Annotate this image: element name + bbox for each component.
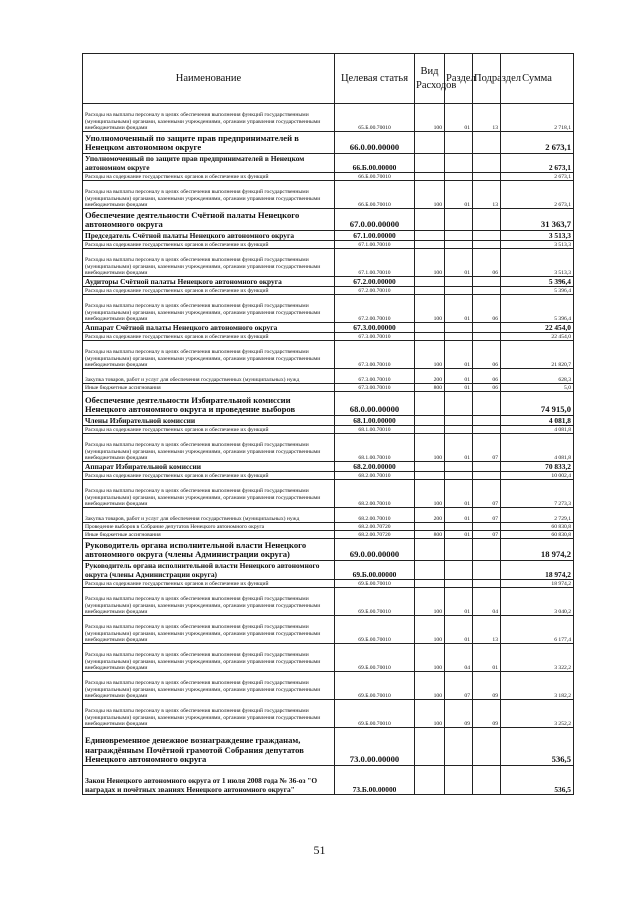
cell-name: Расходы на выплаты персоналу в целях обеспечения выполнения функций государственными (муниципальными) органами, казенными учреждениями, органами управления государственными внебюджетными фондами <box>83 181 335 209</box>
cell-article: 68.1.00.70010 <box>335 434 415 462</box>
cell-name: Расходы на выплаты персоналу в целях обеспечения выполнения функций государственными (муниципальными) органами, казенными учреждениями, органами управления государственными внебюджетными фондами <box>83 341 335 369</box>
cell-sum: 10 002,4 <box>501 472 574 480</box>
cell-section <box>445 333 473 341</box>
header-sum: Сумма <box>501 54 574 104</box>
cell-type <box>415 523 445 531</box>
cell-section: 01 <box>445 531 473 539</box>
cell-subsection: 13 <box>473 616 501 644</box>
cell-sum: 2 673,1 <box>501 132 574 154</box>
cell-section <box>445 209 473 231</box>
table-row <box>83 323 574 333</box>
cell-sum: 3 513,3 <box>501 231 574 241</box>
table-row <box>83 728 574 766</box>
cell-sum: 3 513,3 <box>501 249 574 277</box>
cell-section <box>445 539 473 561</box>
cell-sum: 628,3 <box>501 369 574 384</box>
cell-section <box>445 132 473 154</box>
cell-section <box>445 173 473 181</box>
cell-subsection <box>473 561 501 580</box>
cell-name: Иные бюджетные ассигнования <box>83 384 335 392</box>
cell-sum: 5 396,4 <box>501 295 574 323</box>
cell-article: 69.Б.00.70010 <box>335 700 415 728</box>
page-number: 51 <box>313 843 326 857</box>
cell-sum: 22 454,0 <box>501 323 574 333</box>
table-row <box>83 644 574 672</box>
cell-type: 100 <box>415 295 445 323</box>
cell-subsection <box>473 472 501 480</box>
cell-sum: 3 182,2 <box>501 672 574 700</box>
cell-subsection <box>473 392 501 416</box>
cell-sum: 2 673,1 <box>501 173 574 181</box>
cell-subsection: 07 <box>473 531 501 539</box>
table-row <box>83 231 574 241</box>
cell-name: Уполномоченный по защите прав предпринимателей в Ненецком автономном округе <box>83 154 335 173</box>
cell-type <box>415 392 445 416</box>
cell-type <box>415 580 445 588</box>
cell-sum: 18 974,2 <box>501 580 574 588</box>
cell-type <box>415 132 445 154</box>
table-row <box>83 369 574 384</box>
cell-sum: 3 252,2 <box>501 700 574 728</box>
cell-type: 200 <box>415 369 445 384</box>
cell-name: Закупка товаров, работ и услуг для обеспечения государственных (муниципальных) нужд <box>83 369 335 384</box>
cell-name: Председатель Счётной палаты Ненецкого автономного округа <box>83 231 335 241</box>
table-row <box>83 508 574 523</box>
header-name: Наименование <box>83 54 335 104</box>
table-row <box>83 384 574 392</box>
cell-section: 01 <box>445 434 473 462</box>
table-row <box>83 277 574 287</box>
cell-name: Руководитель органа исполнительной власти Ненецкого автономного округа (члены Администрации округа) <box>83 561 335 580</box>
cell-sum: 536,5 <box>501 766 574 795</box>
cell-section <box>445 392 473 416</box>
cell-section: 01 <box>445 249 473 277</box>
table-row <box>83 241 574 249</box>
cell-type <box>415 323 445 333</box>
cell-name: Аудиторы Счётной палаты Ненецкого автономного округа <box>83 277 335 287</box>
cell-type <box>415 539 445 561</box>
cell-type: 100 <box>415 341 445 369</box>
table-row <box>83 173 574 181</box>
cell-section: 01 <box>445 181 473 209</box>
cell-name: Единовременное денежное вознаграждение гражданам, награждённым Почётной грамотой Собрания депутатов Ненецкого автономного округа <box>83 728 335 766</box>
table-row <box>83 181 574 209</box>
cell-type: 100 <box>415 480 445 508</box>
cell-type <box>415 241 445 249</box>
cell-type: 100 <box>415 616 445 644</box>
cell-subsection <box>473 231 501 241</box>
table-row <box>83 249 574 277</box>
table-row <box>83 392 574 416</box>
cell-sum: 18 974,2 <box>501 561 574 580</box>
cell-name: Расходы на выплаты персоналу в целях обеспечения выполнения функций государственными (муниципальными) органами, казенными учреждениями, органами управления государственными внебюджетными фондами <box>83 480 335 508</box>
cell-subsection: 09 <box>473 672 501 700</box>
cell-subsection <box>473 462 501 472</box>
table-row <box>83 209 574 231</box>
header-subsection: Подраздел <box>473 54 501 104</box>
cell-subsection <box>473 173 501 181</box>
cell-section: 01 <box>445 341 473 369</box>
cell-section <box>445 426 473 434</box>
header-article: Целевая статья <box>335 54 415 104</box>
cell-article: 69.Б.00.00000 <box>335 561 415 580</box>
cell-subsection <box>473 728 501 766</box>
cell-subsection: 07 <box>473 480 501 508</box>
table-row <box>83 154 574 173</box>
cell-subsection <box>473 323 501 333</box>
cell-article: 65.Б.00.70010 <box>335 104 415 132</box>
cell-type: 800 <box>415 531 445 539</box>
cell-article: 69.Б.00.70010 <box>335 644 415 672</box>
cell-section <box>445 323 473 333</box>
cell-article: 66.Б.00.70010 <box>335 181 415 209</box>
cell-article: 67.1.00.70010 <box>335 241 415 249</box>
cell-sum: 18 974,2 <box>501 539 574 561</box>
table-row <box>83 531 574 539</box>
cell-name: Расходы на выплаты персоналу в целях обеспечения выполнения функций государственными (муниципальными) органами, казенными учреждениями, органами управления государственными внебюджетными фондами <box>83 104 335 132</box>
table-body <box>83 104 574 795</box>
table-row <box>83 426 574 434</box>
cell-article: 68.0.00.00000 <box>335 392 415 416</box>
table-row <box>83 523 574 531</box>
cell-article: 73.0.00.00000 <box>335 728 415 766</box>
table-row <box>83 700 574 728</box>
cell-name: Обеспечение деятельности Счётной палаты Ненецкого автономного округа <box>83 209 335 231</box>
cell-article: 67.2.00.70010 <box>335 295 415 323</box>
cell-name: Расходы на содержание государственных органов и обеспечение их функций <box>83 333 335 341</box>
cell-section: 01 <box>445 104 473 132</box>
cell-section <box>445 154 473 173</box>
cell-name: Расходы на выплаты персоналу в целях обеспечения выполнения функций государственными (муниципальными) органами, казенными учреждениями, органами управления государственными внебюджетными фондами <box>83 434 335 462</box>
cell-type <box>415 472 445 480</box>
cell-type <box>415 154 445 173</box>
cell-section: 01 <box>445 369 473 384</box>
cell-type: 800 <box>415 384 445 392</box>
cell-sum: 7 273,3 <box>501 480 574 508</box>
cell-article: 68.1.00.70010 <box>335 426 415 434</box>
cell-type: 100 <box>415 672 445 700</box>
cell-article: 68.1.00.00000 <box>335 416 415 426</box>
cell-article: 67.3.00.70010 <box>335 384 415 392</box>
cell-section: 01 <box>445 588 473 616</box>
table-row <box>83 672 574 700</box>
table-row <box>83 766 574 795</box>
cell-type: 100 <box>415 104 445 132</box>
cell-section <box>445 462 473 472</box>
cell-subsection <box>473 333 501 341</box>
table-row <box>83 416 574 426</box>
cell-sum: 536,5 <box>501 728 574 766</box>
cell-article: 68.2.00.70720 <box>335 523 415 531</box>
cell-article: 67.3.00.70010 <box>335 341 415 369</box>
cell-sum: 2 729,1 <box>501 508 574 523</box>
cell-subsection: 06 <box>473 249 501 277</box>
cell-section: 09 <box>445 700 473 728</box>
cell-type <box>415 766 445 795</box>
cell-sum: 60 830,8 <box>501 523 574 531</box>
header-section: Раздел <box>445 54 473 104</box>
table-row <box>83 132 574 154</box>
cell-type: 100 <box>415 700 445 728</box>
cell-name: Аппарат Счётной палаты Ненецкого автономного округа <box>83 323 335 333</box>
cell-article: 68.2.00.70010 <box>335 472 415 480</box>
table-row <box>83 434 574 462</box>
table-row <box>83 480 574 508</box>
cell-type <box>415 462 445 472</box>
cell-article: 68.2.00.70010 <box>335 480 415 508</box>
cell-name: Закупка товаров, работ и услуг для обеспечения государственных (муниципальных) нужд <box>83 508 335 523</box>
cell-article: 69.Б.00.70010 <box>335 616 415 644</box>
cell-section <box>445 580 473 588</box>
cell-name: Руководитель органа исполнительной власти Ненецкого автономного округа (члены Администрации округа) <box>83 539 335 561</box>
cell-subsection: 06 <box>473 341 501 369</box>
cell-type <box>415 426 445 434</box>
cell-article: 69.0.00.00000 <box>335 539 415 561</box>
table-row <box>83 561 574 580</box>
table-row <box>83 462 574 472</box>
cell-subsection <box>473 209 501 231</box>
cell-article: 68.2.00.70010 <box>335 508 415 523</box>
cell-sum: 5 396,4 <box>501 287 574 295</box>
cell-subsection: 06 <box>473 295 501 323</box>
cell-name: Расходы на выплаты персоналу в целях обеспечения выполнения функций государственными (муниципальными) органами, казенными учреждениями, органами управления государственными внебюджетными фондами <box>83 672 335 700</box>
cell-type <box>415 416 445 426</box>
cell-type <box>415 728 445 766</box>
cell-sum: 2 718,1 <box>501 104 574 132</box>
cell-article: 68.2.00.00000 <box>335 462 415 472</box>
cell-article: 68.2.00.70720 <box>335 531 415 539</box>
cell-name: Проведение выборов в Собрание депутатов Ненецкого автономного округа <box>83 523 335 531</box>
cell-subsection: 01 <box>473 644 501 672</box>
cell-name: Расходы на выплаты персоналу в целях обеспечения выполнения функций государственными (муниципальными) органами, казенными учреждениями, органами управления государственными внебюджетными фондами <box>83 644 335 672</box>
cell-section <box>445 472 473 480</box>
cell-name: Расходы на выплаты персоналу в целях обеспечения выполнения функций государственными (муниципальными) органами, казенными учреждениями, органами управления государственными внебюджетными фондами <box>83 249 335 277</box>
cell-subsection: 09 <box>473 700 501 728</box>
cell-article: 67.3.00.70010 <box>335 369 415 384</box>
cell-name: Уполномоченный по защите прав предпринимателей в Ненецком автономном округе <box>83 132 335 154</box>
cell-name: Расходы на выплаты персоналу в целях обеспечения выполнения функций государственными (муниципальными) органами, казенными учреждениями, органами управления государственными внебюджетными фондами <box>83 588 335 616</box>
table-row <box>83 295 574 323</box>
table-row <box>83 616 574 644</box>
cell-section: 07 <box>445 672 473 700</box>
cell-section: 01 <box>445 616 473 644</box>
cell-subsection: 13 <box>473 181 501 209</box>
header-type: Вид Расходов <box>415 54 445 104</box>
cell-article: 67.2.00.70010 <box>335 287 415 295</box>
cell-sum: 2 673,1 <box>501 154 574 173</box>
cell-article: 69.Б.00.70010 <box>335 588 415 616</box>
cell-type <box>415 333 445 341</box>
cell-name: Расходы на выплаты персоналу в целях обеспечения выполнения функций государственными (муниципальными) органами, казенными учреждениями, органами управления государственными внебюджетными фондами <box>83 295 335 323</box>
cell-name: Расходы на содержание государственных органов и обеспечение их функций <box>83 472 335 480</box>
cell-sum: 5 396,4 <box>501 277 574 287</box>
cell-section: 01 <box>445 480 473 508</box>
cell-sum: 3 322,2 <box>501 644 574 672</box>
cell-sum: 4 081,8 <box>501 416 574 426</box>
cell-type <box>415 561 445 580</box>
cell-article: 67.3.00.00000 <box>335 323 415 333</box>
table-row <box>83 341 574 369</box>
cell-name: Расходы на содержание государственных органов и обеспечение их функций <box>83 426 335 434</box>
table-row <box>83 104 574 132</box>
cell-sum: 60 830,8 <box>501 531 574 539</box>
cell-type <box>415 287 445 295</box>
cell-name: Закон Ненецкого автономного округа от 1 июля 2008 года № 36-оз "О наградах и почётных званиях Ненецкого автономного округа" <box>83 766 335 795</box>
table-row <box>83 333 574 341</box>
cell-subsection: 07 <box>473 508 501 523</box>
cell-name: Расходы на содержание государственных органов и обеспечение их функций <box>83 580 335 588</box>
cell-section <box>445 561 473 580</box>
cell-section <box>445 277 473 287</box>
cell-article: 67.1.00.00000 <box>335 231 415 241</box>
cell-section <box>445 416 473 426</box>
table-header-row <box>83 54 574 104</box>
cell-sum: 21 820,7 <box>501 341 574 369</box>
cell-name: Члены Избирательной комиссии <box>83 416 335 426</box>
cell-sum: 74 915,0 <box>501 392 574 416</box>
cell-article: 66.0.00.00000 <box>335 132 415 154</box>
cell-subsection <box>473 426 501 434</box>
cell-article: 69.Б.00.70010 <box>335 672 415 700</box>
table-row <box>83 588 574 616</box>
cell-name: Обеспечение деятельности Избирательной комиссии Ненецкого автономного округа и проведение выборов <box>83 392 335 416</box>
table-row <box>83 472 574 480</box>
cell-section <box>445 231 473 241</box>
cell-sum: 70 833,2 <box>501 462 574 472</box>
cell-subsection <box>473 766 501 795</box>
cell-subsection: 13 <box>473 104 501 132</box>
cell-sum: 31 363,7 <box>501 209 574 231</box>
cell-section <box>445 287 473 295</box>
cell-type: 100 <box>415 434 445 462</box>
cell-section <box>445 523 473 531</box>
cell-name: Расходы на выплаты персоналу в целях обеспечения выполнения функций государственными (муниципальными) органами, казенными учреждениями, органами управления государственными внебюджетными фондами <box>83 700 335 728</box>
cell-section <box>445 241 473 249</box>
cell-subsection: 06 <box>473 369 501 384</box>
cell-sum: 5,0 <box>501 384 574 392</box>
cell-subsection <box>473 580 501 588</box>
cell-subsection <box>473 154 501 173</box>
cell-article: 67.1.00.70010 <box>335 249 415 277</box>
table-row <box>83 539 574 561</box>
cell-section: 01 <box>445 508 473 523</box>
cell-sum: 3 513,3 <box>501 241 574 249</box>
budget-table <box>82 53 574 795</box>
cell-article: 66.Б.00.00000 <box>335 154 415 173</box>
cell-section: 01 <box>445 295 473 323</box>
cell-type: 100 <box>415 181 445 209</box>
cell-type: 100 <box>415 588 445 616</box>
cell-type <box>415 231 445 241</box>
cell-section: 01 <box>445 384 473 392</box>
cell-type <box>415 173 445 181</box>
cell-subsection: 04 <box>473 588 501 616</box>
cell-subsection <box>473 132 501 154</box>
cell-subsection <box>473 539 501 561</box>
cell-sum: 22 454,0 <box>501 333 574 341</box>
cell-subsection: 07 <box>473 434 501 462</box>
cell-name: Расходы на содержание государственных органов и обеспечение их функций <box>83 287 335 295</box>
cell-sum: 4 081,8 <box>501 426 574 434</box>
cell-sum: 3 040,2 <box>501 588 574 616</box>
cell-name: Иные бюджетные ассигнования <box>83 531 335 539</box>
cell-name: Аппарат Избирательной комиссии <box>83 462 335 472</box>
cell-subsection <box>473 523 501 531</box>
cell-subsection <box>473 277 501 287</box>
cell-subsection <box>473 287 501 295</box>
cell-article: 67.0.00.00000 <box>335 209 415 231</box>
table-row <box>83 287 574 295</box>
cell-section: 04 <box>445 644 473 672</box>
cell-type <box>415 277 445 287</box>
cell-article: 67.2.00.00000 <box>335 277 415 287</box>
cell-name: Расходы на содержание государственных органов и обеспечение их функций <box>83 241 335 249</box>
cell-sum: 2 673,1 <box>501 181 574 209</box>
cell-article: 67.3.00.70010 <box>335 333 415 341</box>
cell-sum: 4 081,8 <box>501 434 574 462</box>
cell-type: 200 <box>415 508 445 523</box>
cell-article: 69.Б.00.70010 <box>335 580 415 588</box>
cell-subsection <box>473 416 501 426</box>
cell-type <box>415 209 445 231</box>
cell-article: 66.Б.00.70010 <box>335 173 415 181</box>
cell-name: Расходы на содержание государственных органов и обеспечение их функций <box>83 173 335 181</box>
cell-type: 100 <box>415 249 445 277</box>
cell-section <box>445 766 473 795</box>
cell-section <box>445 728 473 766</box>
table-row <box>83 580 574 588</box>
cell-sum: 6 177,4 <box>501 616 574 644</box>
cell-name: Расходы на выплаты персоналу в целях обеспечения выполнения функций государственными (муниципальными) органами, казенными учреждениями, органами управления государственными внебюджетными фондами <box>83 616 335 644</box>
cell-type: 100 <box>415 644 445 672</box>
cell-subsection: 06 <box>473 384 501 392</box>
cell-subsection <box>473 241 501 249</box>
cell-article: 73.Б.00.00000 <box>335 766 415 795</box>
